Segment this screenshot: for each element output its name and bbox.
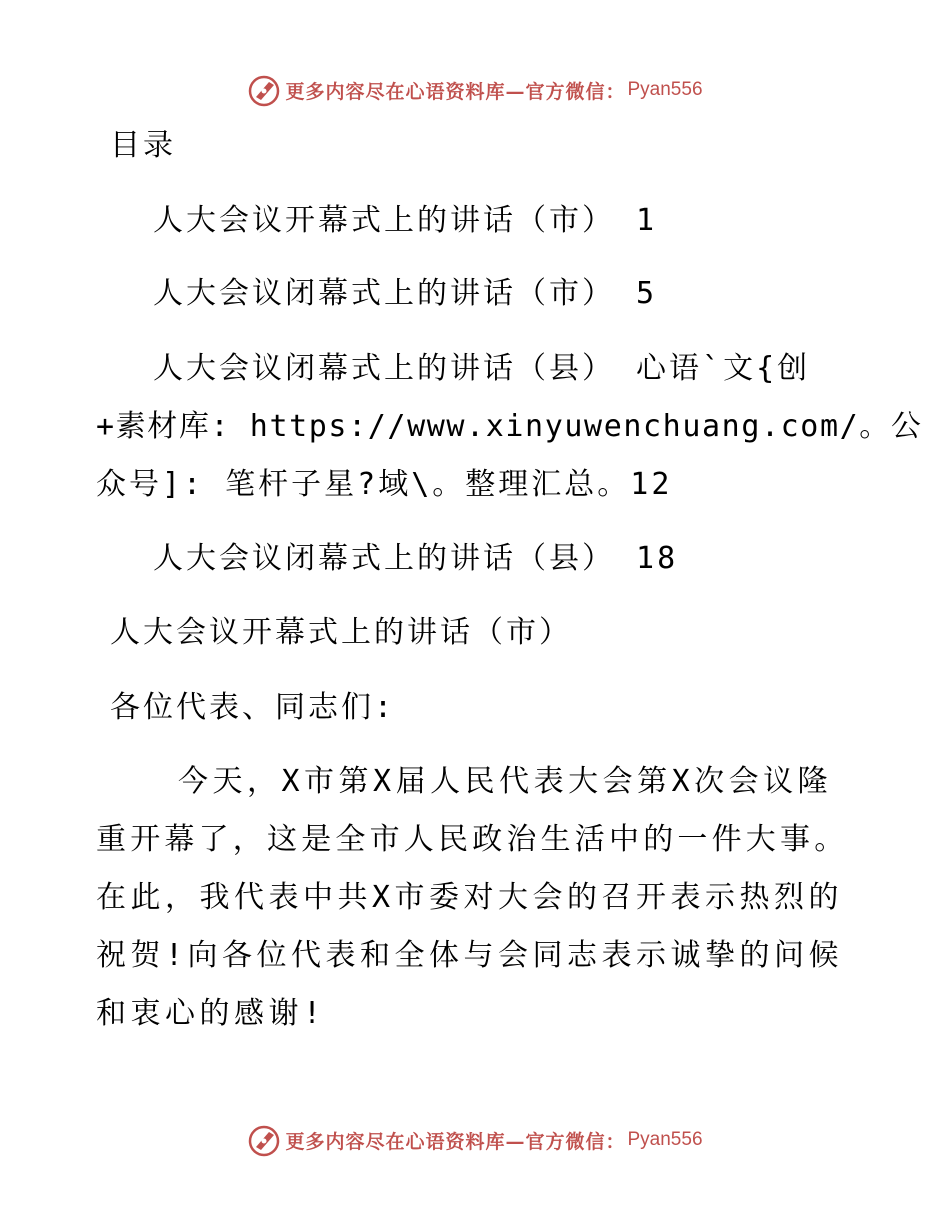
toc-entry: +素材库: https://www.xinyuwenchuang.com/。公 [96,409,923,444]
paragraph-line: 重开幕了，这是全市人民政治生活中的一件大事。 [96,822,849,857]
paragraph-line: 今天，X市第X届人民代表大会第X次会议隆 [178,764,833,799]
paragraph-line: 祝贺!向各位代表和全体与会同志表示诚挚的问候 [96,938,844,973]
toc-entry: 人大会议闭幕式上的讲话（县） 心语`文{创 [153,351,811,386]
paragraph-line: 在此，我代表中共X市委对大会的召开表示热烈的 [96,880,844,915]
toc-entry: 人大会议闭幕式上的讲话（县） 18 [153,541,679,576]
header-watermark [0,70,950,110]
toc-entry: 人大会议闭幕式上的讲话（市） 5 [153,276,658,311]
wechat-id: Pyan556 [627,79,703,100]
pen-nib-logo-icon [247,73,281,107]
article-title: 人大会议开幕式上的讲话（市） [110,615,572,650]
pen-nib-logo-icon [247,1123,281,1157]
toc-heading: 目录 [110,128,176,163]
toc-entry: 人大会议开幕式上的讲话（市） 1 [153,203,658,238]
toc-entry: 众号]: 笔杆子星?域\。整理汇总。12 [96,467,673,502]
watermark-text: 更多内容尽在心语资料库—官方微信： [285,1130,626,1153]
footer-watermark [0,1120,950,1160]
watermark-text: 更多内容尽在心语资料库—官方微信： [285,80,626,103]
salutation: 各位代表、同志们: [110,690,396,725]
wechat-id: Pyan556 [627,1129,703,1150]
paragraph-line: 和衷心的感谢! [96,996,326,1031]
